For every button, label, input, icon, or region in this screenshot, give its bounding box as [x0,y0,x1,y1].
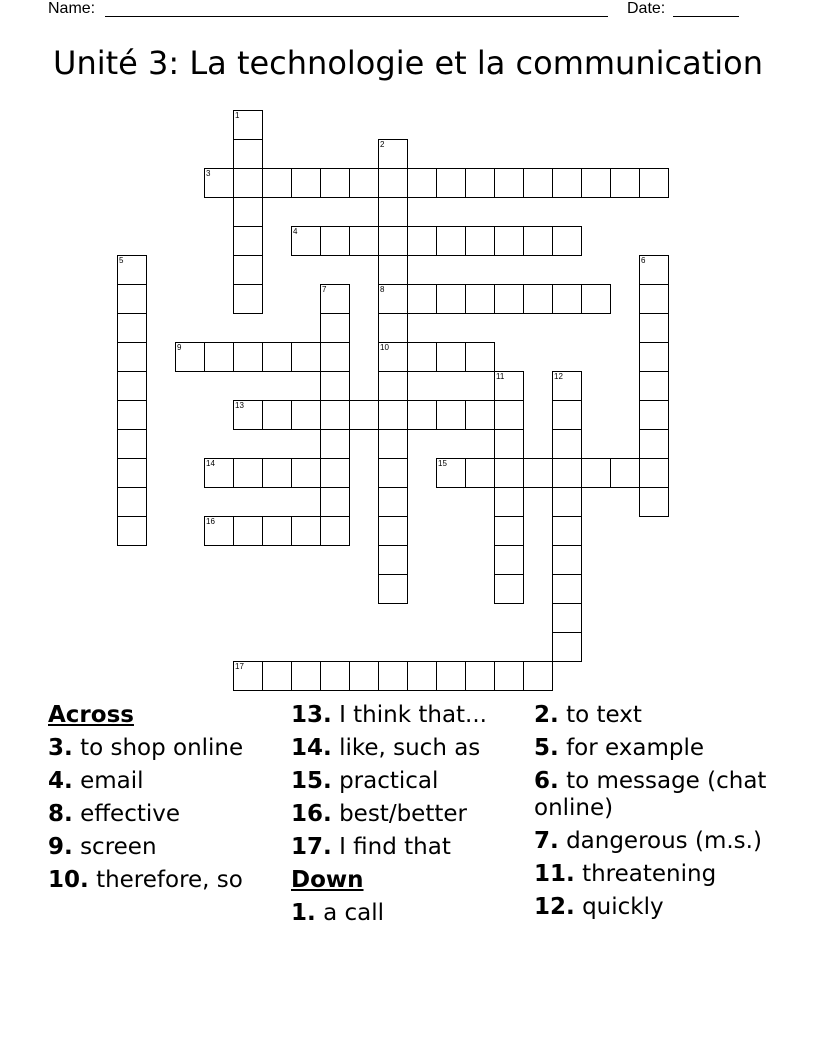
clue-down-7: 7. dangerous (m.s.) [534,828,762,854]
clue-column-1 [48,702,288,900]
crossword-cell[interactable] [552,168,582,198]
clue-number: 7 [322,285,327,294]
crossword-cell[interactable] [552,371,582,401]
crossword-cell[interactable] [407,342,437,372]
crossword-cell[interactable] [552,284,582,314]
crossword-cell[interactable] [320,168,350,198]
crossword-cell[interactable] [494,516,524,546]
crossword-cell[interactable] [378,516,408,546]
clue-across-16: 16. best/better [291,801,467,827]
crossword-cell[interactable] [436,226,466,256]
crossword-cell[interactable] [639,168,669,198]
crossword-cell[interactable] [233,284,263,314]
crossword-cell[interactable] [407,226,437,256]
crossword-cell[interactable] [117,458,147,488]
clue-down-11: 11. threatening [534,861,717,887]
crossword-cell[interactable] [320,487,350,517]
crossword-cell[interactable] [610,458,640,488]
crossword-cell[interactable] [233,168,263,198]
crossword-cell[interactable] [407,284,437,314]
crossword-cell[interactable] [233,255,263,285]
crossword-cell[interactable] [262,342,292,372]
crossword-cell[interactable] [639,371,669,401]
crossword-cell[interactable] [378,342,408,372]
clue-number: 4 [293,227,298,236]
crossword-cell[interactable] [378,371,408,401]
crossword-cell[interactable] [494,226,524,256]
crossword-cell[interactable] [378,313,408,343]
crossword-cell[interactable] [320,371,350,401]
crossword-cell[interactable] [436,458,466,488]
crossword-cell[interactable] [639,313,669,343]
clue-number: 6 [641,256,646,265]
crossword-cell[interactable] [378,574,408,604]
crossword-cell[interactable] [494,458,524,488]
crossword-cell[interactable] [204,168,234,198]
crossword-cell[interactable] [320,458,350,488]
crossword-cell[interactable] [233,110,263,140]
crossword-cell[interactable] [639,342,669,372]
crossword-cell[interactable] [494,168,524,198]
clue-column-2 [291,702,531,933]
date-label: Date: [627,0,666,17]
crossword-cell[interactable] [436,168,466,198]
crossword-cell[interactable] [233,139,263,169]
clue-number: 5 [119,256,124,265]
crossword-cell[interactable] [465,168,495,198]
crossword-cell[interactable] [204,516,234,546]
crossword-cell[interactable] [291,458,321,488]
clue-number: 14 [206,459,215,468]
crossword-cell[interactable] [639,458,669,488]
crossword-cell[interactable] [552,429,582,459]
clue-down-12: 12. quickly [534,894,664,920]
clue-number: 9 [177,343,182,352]
clue-number: 16 [206,517,215,526]
crossword-cell[interactable] [378,487,408,517]
crossword-cell[interactable] [552,516,582,546]
clue-number: 17 [235,662,244,671]
clue-across-14: 14. like, such as [291,735,481,761]
crossword-cell[interactable] [262,661,292,691]
crossword-cell[interactable] [523,458,553,488]
crossword-cell[interactable] [233,661,263,691]
crossword-cell[interactable] [320,661,350,691]
crossword-cell[interactable] [117,342,147,372]
clue-down-6: 6. to message (chat online) [534,768,767,821]
crossword-cell[interactable] [378,400,408,430]
crossword-cell[interactable] [378,429,408,459]
clue-number: 13 [235,401,244,410]
clue-across-3: 3. to shop online [48,735,244,761]
clue-across-9: 9. screen [48,834,157,860]
crossword-cell[interactable] [320,284,350,314]
crossword-cell[interactable] [494,400,524,430]
crossword-cell[interactable] [378,226,408,256]
crossword-cell[interactable] [407,400,437,430]
crossword-cell[interactable] [320,400,350,430]
crossword-cell[interactable] [552,458,582,488]
crossword-cell[interactable] [494,545,524,575]
clue-across-8: 8. effective [48,801,181,827]
crossword-cell[interactable] [262,400,292,430]
crossword-cell[interactable] [204,342,234,372]
crossword-cell[interactable] [465,284,495,314]
crossword-cell[interactable] [378,458,408,488]
crossword-cell[interactable] [407,661,437,691]
clue-number: 15 [438,459,447,468]
clue-number: 10 [380,343,389,352]
crossword-cell[interactable] [552,226,582,256]
crossword-cell[interactable] [291,342,321,372]
crossword-cell[interactable] [233,226,263,256]
clue-number: 8 [380,285,385,294]
crossword-cell[interactable] [523,661,553,691]
crossword-cell[interactable] [523,168,553,198]
crossword-cell[interactable] [349,400,379,430]
clue-number: 1 [235,111,240,120]
clue-across-10: 10. therefore, so [48,867,243,893]
crossword-cell[interactable] [378,284,408,314]
crossword-cell[interactable] [204,458,234,488]
crossword-cell[interactable] [378,661,408,691]
crossword-cell[interactable] [349,661,379,691]
crossword-cell[interactable] [320,313,350,343]
crossword-cell[interactable] [552,632,582,662]
crossword-cell[interactable] [262,168,292,198]
crossword-cell[interactable] [117,313,147,343]
crossword-cell[interactable] [262,516,292,546]
clue-down-5: 5. for example [534,735,704,761]
clue-across-4: 4. email [48,768,144,794]
crossword-cell[interactable] [233,197,263,227]
crossword-cell[interactable] [552,400,582,430]
crossword-cell[interactable] [233,342,263,372]
crossword-cell[interactable] [523,226,553,256]
crossword-cell[interactable] [291,168,321,198]
crossword-cell[interactable] [581,458,611,488]
crossword-cell[interactable] [494,487,524,517]
clue-column-3 [534,702,774,927]
crossword-cell[interactable] [117,255,147,285]
crossword-cell[interactable] [465,661,495,691]
across-heading: Across [48,702,134,728]
crossword-cell[interactable] [233,458,263,488]
crossword-cell[interactable] [436,661,466,691]
crossword-cell[interactable] [291,400,321,430]
crossword-cell[interactable] [552,603,582,633]
crossword-cell[interactable] [552,574,582,604]
crossword-cell[interactable] [494,574,524,604]
crossword-cell[interactable] [320,342,350,372]
crossword-cell[interactable] [639,429,669,459]
crossword-cell[interactable] [436,284,466,314]
crossword-cell[interactable] [117,400,147,430]
crossword-cell[interactable] [523,284,553,314]
clue-number: 2 [380,140,385,149]
crossword-cell[interactable] [233,516,263,546]
crossword-cell[interactable] [117,487,147,517]
crossword-cell[interactable] [465,458,495,488]
crossword-cell[interactable] [581,168,611,198]
crossword-cell[interactable] [436,400,466,430]
crossword-cell[interactable] [378,139,408,169]
crossword-cell[interactable] [639,284,669,314]
crossword-cell[interactable] [494,284,524,314]
page-title: Unité 3: La technologie et la communication [53,44,763,82]
clue-down-1: 1. a call [291,900,384,926]
down-heading: Down [291,867,364,893]
crossword-cell[interactable] [465,400,495,430]
crossword-cell[interactable] [349,226,379,256]
crossword-cell[interactable] [291,661,321,691]
crossword-cell[interactable] [320,226,350,256]
crossword-cell[interactable] [610,168,640,198]
clue-number: 3 [206,169,211,178]
crossword-cell[interactable] [320,516,350,546]
clue-number: 12 [554,372,563,381]
crossword-cell[interactable] [291,516,321,546]
crossword-cell[interactable] [349,168,379,198]
crossword-cell[interactable] [436,342,466,372]
crossword-cell[interactable] [291,226,321,256]
clue-across-13: 13. I think that... [291,702,487,728]
crossword-cell[interactable] [494,371,524,401]
crossword-cell[interactable] [552,487,582,517]
crossword-cell[interactable] [175,342,205,372]
crossword-cell[interactable] [320,429,350,459]
crossword-cell[interactable] [117,371,147,401]
crossword-cell[interactable] [639,487,669,517]
crossword-cell[interactable] [117,429,147,459]
crossword-cell[interactable] [117,516,147,546]
crossword-cell[interactable] [378,197,408,227]
name-label: Name: [48,0,96,17]
crossword-cell[interactable] [117,284,147,314]
crossword-cell[interactable] [552,545,582,575]
crossword-cell[interactable] [233,400,263,430]
crossword-cell[interactable] [407,168,437,198]
crossword-cell[interactable] [465,226,495,256]
crossword-cell[interactable] [378,255,408,285]
clue-across-15: 15. practical [291,768,439,794]
crossword-cell[interactable] [378,545,408,575]
crossword-cell[interactable] [639,400,669,430]
crossword-cell[interactable] [465,342,495,372]
clue-across-17: 17. I find that [291,834,451,860]
clue-number: 11 [496,372,505,381]
clue-down-2: 2. to text [534,702,642,728]
crossword-cell[interactable] [581,284,611,314]
crossword-cell[interactable] [639,255,669,285]
crossword-cell[interactable] [494,661,524,691]
crossword-cell[interactable] [262,458,292,488]
crossword-cell[interactable] [378,168,408,198]
crossword-cell[interactable] [494,429,524,459]
